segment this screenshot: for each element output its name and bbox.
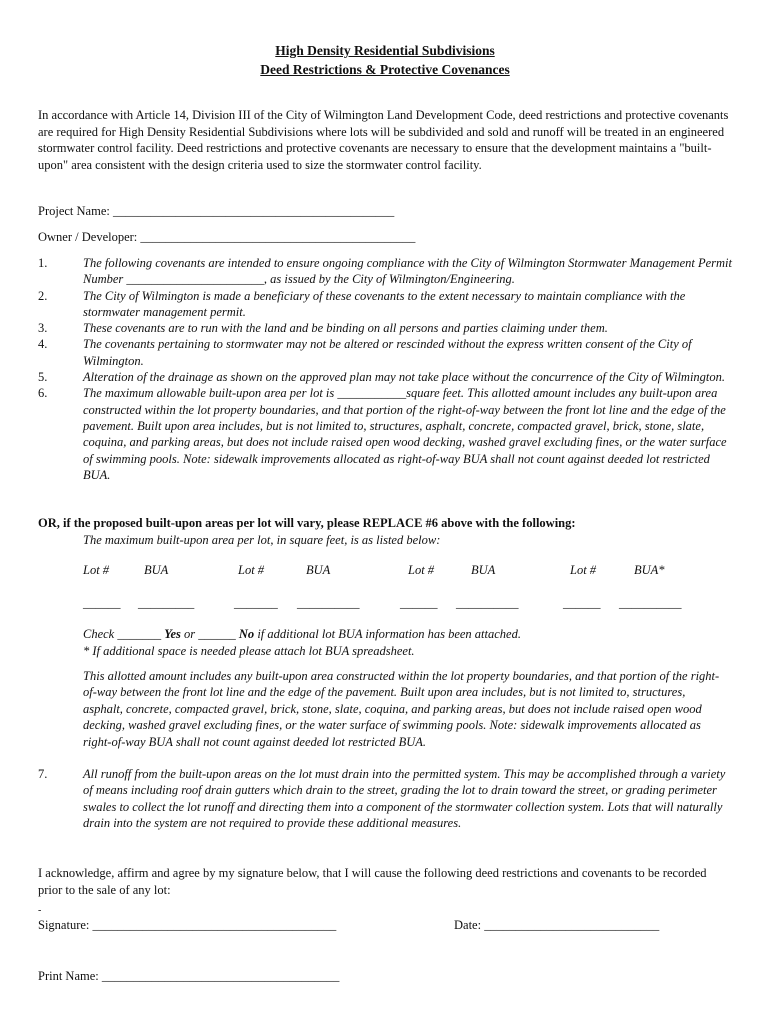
lot-blank-4[interactable]: ______ [563, 596, 601, 610]
print-name-field[interactable]: Print Name: ______________________________________ [38, 969, 340, 983]
item-text: The following covenants are intended to ensure ongoing compliance with the City of Wilmington Stormwater Management Permit Number ______________________, as issued by the City of Wilmington/Engineering. [83, 256, 732, 287]
title-line-2: Deed Restrictions & Protective Covenances [260, 62, 510, 77]
bua-header-4: BUA* [634, 563, 665, 577]
item-text: These covenants are to run with the land and be binding on all persons and parties claiming under them. [83, 321, 608, 336]
spreadsheet-note: * If additional space is needed please attach lot BUA spreadsheet. [83, 644, 415, 658]
lot-header-2: Lot # [238, 563, 265, 577]
acknowledgement-paragraph: I acknowledge, affirm and agree by my signature below, that I will cause the following deed restrictions and covenants to be recorded prior to the sale of any lot: [38, 866, 707, 897]
date-field[interactable]: Date: ____________________________ [454, 918, 660, 932]
list-item [38, 255, 738, 288]
covenant-list [38, 255, 738, 483]
check-or: or ______ [180, 627, 239, 641]
lot-blank-2[interactable]: _______ [234, 596, 278, 610]
signature-field[interactable]: Signature: _______________________________________ [38, 918, 337, 932]
item-number: 7. [38, 767, 48, 781]
list-item [38, 320, 738, 336]
check-prefix: Check _______ [83, 627, 165, 641]
lot-header-4: Lot # [570, 563, 597, 577]
lot-blank-3[interactable]: ______ [400, 596, 438, 610]
item-number: 3. [38, 321, 48, 336]
list-item [38, 288, 738, 321]
bua-blank-1[interactable]: _________ [138, 596, 195, 610]
check-suffix: if additional lot BUA information has been attached. [254, 627, 521, 641]
item-number: 2. [38, 288, 48, 303]
or-heading: OR, if the proposed built-upon areas per lot will vary, please REPLACE #6 above with the following: [38, 516, 576, 530]
stray-mark: - [38, 905, 42, 916]
owner-developer-field[interactable]: Owner / Developer: ____________________________________________ [38, 230, 416, 244]
attachment-check-line[interactable] [83, 626, 521, 642]
lot-blank-1[interactable]: ______ [83, 596, 121, 610]
bua-header-2: BUA [306, 563, 331, 577]
item-text: All runoff from the built-upon areas on the lot must drain into the permitted system. This may be accomplished through a variety of means including roof drain gutters which drain to the street, grading the lot to drain toward the street, or grading perimeter swales to collect the lot runoff and directing them into a component of the stormwater collection system. Lots that will naturally drain into the system are not required to provide these additional measures. [83, 767, 726, 831]
list-item [38, 336, 738, 369]
item-number: 5. [38, 370, 48, 385]
list-item [38, 385, 738, 483]
yes-label: Yes [164, 627, 181, 641]
bua-header-3: BUA [471, 563, 496, 577]
bua-blank-3[interactable]: __________ [456, 596, 519, 610]
item-text: The City of Wilmington is made a beneficiary of these covenants to the extent necessary to maintain compliance with the stormwater management permit. [83, 288, 686, 319]
item-text: Alteration of the drainage as shown on the approved plan may not take place without the concurrence of the City of Wilmington. [83, 370, 726, 385]
bua-blank-2[interactable]: __________ [297, 596, 360, 610]
allotted-amount-paragraph: This allotted amount includes any built-upon area constructed within the lot property boundaries, and that portion of the right-of-way between the front lot line and the edge of the pavement. Built upon area includes, but is not limited to, structures, asphalt, concrete, compacted gravel, brick, stone, slate, coquina, and parking areas, but does not include raised open wood decking, washed gravel excluding fines, or the water surface of swimming pools. Note: sidewalk improvements allocated as right-of-way BUA shall not count against deeded lot restricted BUA. [83, 669, 720, 749]
item-text: The maximum allowable built-upon area per lot is ___________square feet. This allotted amount includes any built-upon area constructed within the lot property boundaries, and that portion of the right-of-way between the front lot line and the edge of the pavement. Built upon area includes, but is not limited to, structures, asphalt, concrete, compacted gravel, brick, stone, slate, coquina, and parking areas, but does not include raised open wood decking, washed gravel excluding fines, or the water surface of swimming pools. Note: sidewalk improvements allocated as right-of-way BUA shall not count against deeded lot restricted BUA. [83, 386, 727, 482]
intro-paragraph: In accordance with Article 14, Division III of the City of Wilmington Land Development Code, deed restrictions and protective covenants are required for High Density Residential Subdivisions where lots will be subdivided and sold and runoff will be treated in an engineered stormwater control facility. Deed restrictions and protective covenants are necessary to ensure that the development maintains a "built-upon" area consistent with the design criteria used to size the stormwater control facility. [38, 108, 729, 172]
item-number: 4. [38, 337, 48, 352]
lot-header-1: Lot # [83, 563, 110, 577]
item-number: 6. [38, 386, 48, 401]
list-item-7 [38, 766, 728, 832]
title-line-1: High Density Residential Subdivisions [275, 43, 495, 58]
bua-header-1: BUA [144, 563, 169, 577]
item-number: 1. [38, 256, 48, 270]
no-label: No [238, 627, 255, 641]
item-text: The covenants pertaining to stormwater may not be altered or rescinded without the express written consent of the City of Wilmington. [83, 337, 692, 368]
project-name-field[interactable]: Project Name: _____________________________________________ [38, 204, 395, 218]
bua-blank-4[interactable]: __________ [619, 596, 682, 610]
or-subheading: The maximum built-upon area per lot, in square feet, is as listed below: [83, 533, 441, 547]
lot-header-3: Lot # [408, 563, 435, 577]
list-item [38, 369, 738, 385]
